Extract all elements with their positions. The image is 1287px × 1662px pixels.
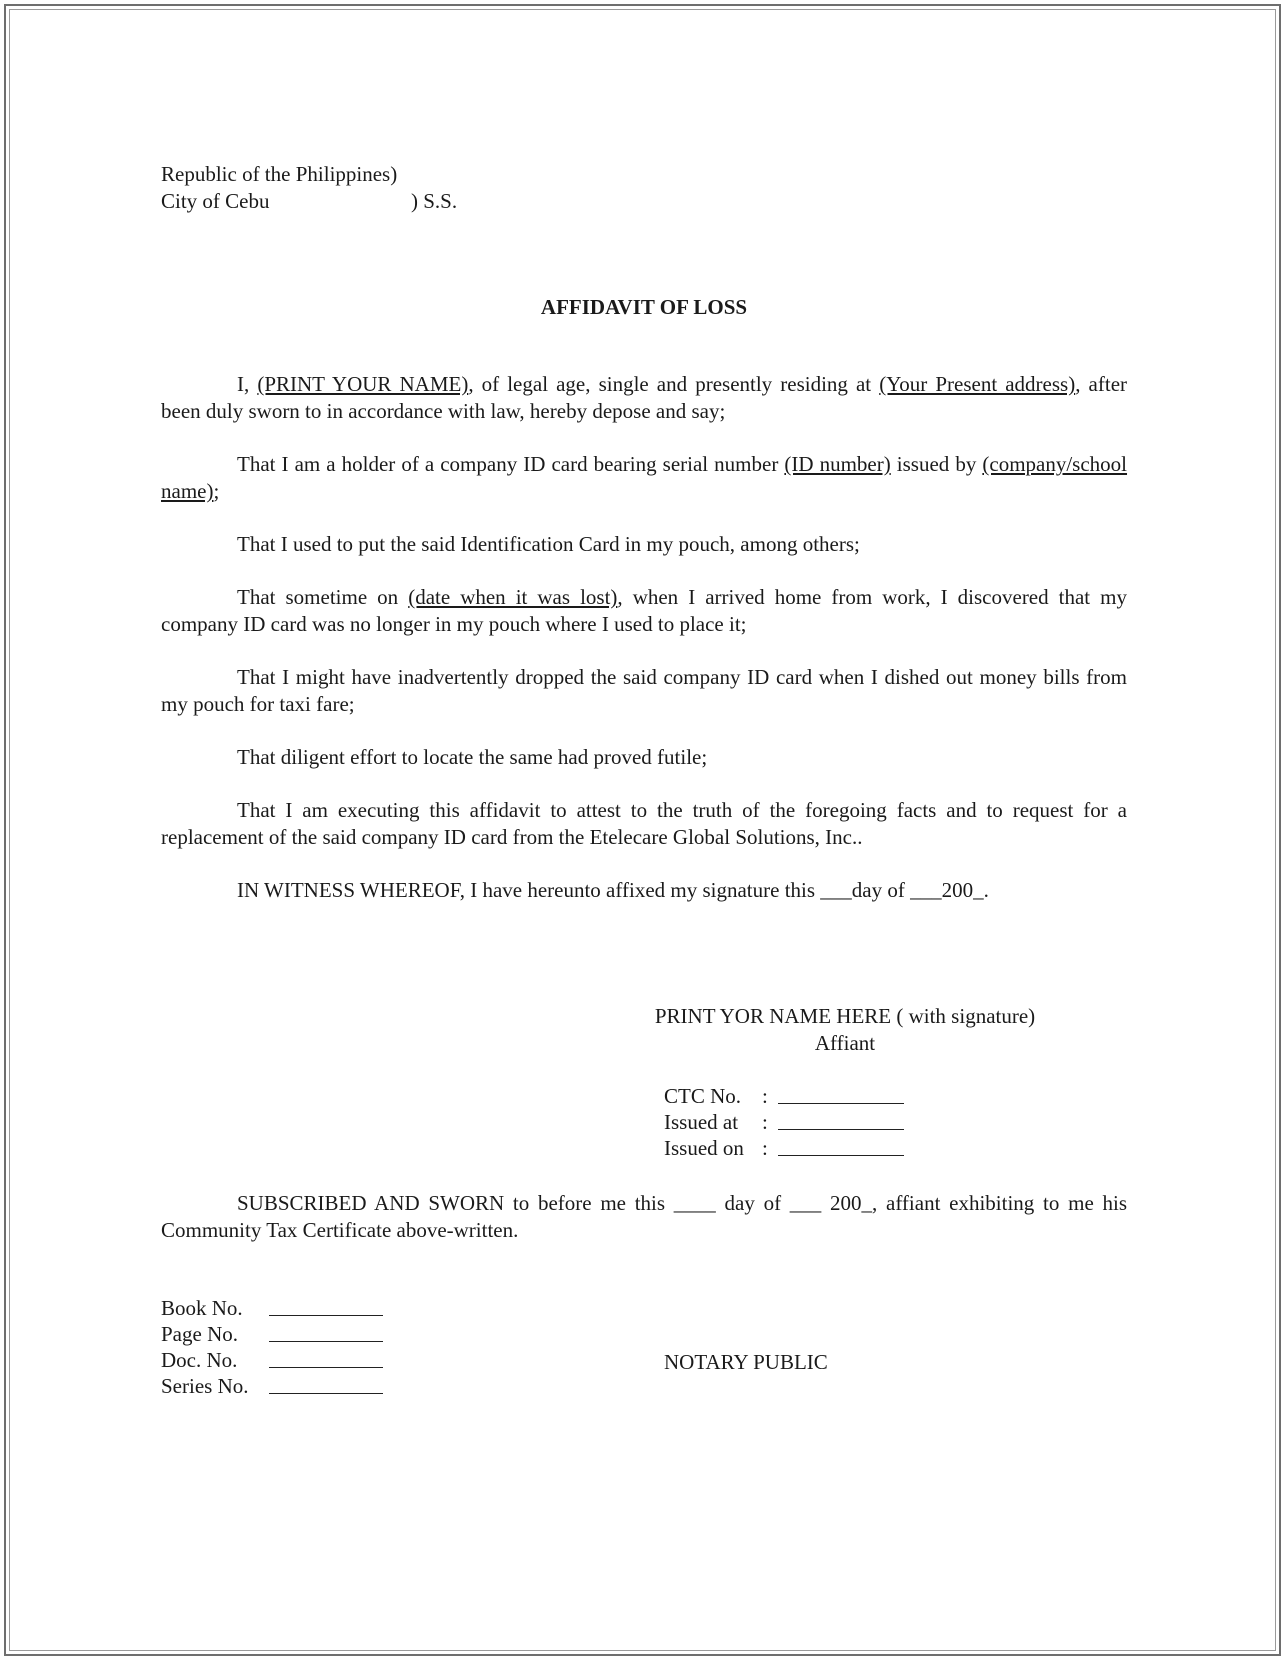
paragraph-id-holder <box>161 451 1127 505</box>
venue-republic: Republic of the Philippines) <box>161 162 398 186</box>
issued-at-label: Issued at <box>664 1110 739 1134</box>
record-row <box>161 1295 421 1321</box>
notarial-records <box>161 1295 421 1399</box>
paragraph-dropped: That I might have inadvertently dropped the said company ID card when I dished out money bills from my pouch for taxi fare; <box>161 665 1127 716</box>
p2-text-a: That I am a holder of a company ID card bearing serial number <box>237 452 785 476</box>
page-no-label: Page No. <box>161 1322 238 1346</box>
record-row <box>161 1347 421 1373</box>
ctc-no-blank[interactable] <box>778 1103 904 1104</box>
paragraph-purpose: That I am executing this affidavit to attest to the truth of the foregoing facts and to request for a replacement of the said company ID card from the Etelecare Global Solutions, Inc.. <box>161 798 1127 849</box>
page-no-blank[interactable] <box>269 1341 383 1342</box>
record-row <box>161 1321 421 1347</box>
paragraph-witness: IN WITNESS WHEREOF, I have hereunto affixed my signature this ___day of ___200_. <box>237 878 989 902</box>
venue-city: City of Cebu <box>161 189 270 213</box>
placeholder-company: (company/school name) <box>161 452 1128 503</box>
paragraph-effort: That diligent effort to locate the same had proved futile; <box>237 745 708 769</box>
ctc-colon: : <box>762 1084 768 1108</box>
venue-block <box>161 161 561 215</box>
ctc-row <box>664 1135 924 1161</box>
paragraph-declarant <box>161 371 1127 425</box>
affidavit-body <box>161 371 1127 930</box>
ctc-colon: : <box>762 1136 768 1160</box>
series-no-label: Series No. <box>161 1374 249 1398</box>
affiant-label: Affiant <box>814 1031 876 1055</box>
ctc-no-label: CTC No. <box>664 1084 742 1108</box>
document-title: AFFIDAVIT OF LOSS <box>540 295 748 319</box>
ctc-row <box>664 1109 924 1135</box>
paragraph-pouch: That I used to put the said Identification Card in my pouch, among others; <box>237 532 860 556</box>
p4-text-b: , when I arrived home from work, I discovered that my company ID card was no longer in my pouch where I used to place it; <box>161 585 1127 636</box>
book-no-label: Book No. <box>161 1296 243 1320</box>
ctc-colon: : <box>762 1110 768 1134</box>
placeholder-id-number: (ID number) <box>784 452 891 476</box>
notary-public-label: NOTARY PUBLIC <box>664 1350 828 1374</box>
venue-line-1 <box>161 161 561 188</box>
ctc-row <box>664 1083 924 1109</box>
venue-ss: ) S.S. <box>411 189 458 213</box>
doc-no-blank[interactable] <box>269 1367 383 1368</box>
paragraph-subscribed-sworn: SUBSCRIBED AND SWORN to before me this ____ day of ___ 200_, affiant exhibiting to me his Community Tax Certificate above-written. <box>161 1191 1127 1242</box>
p4-text-a: That sometime on <box>237 585 409 609</box>
record-row <box>161 1373 421 1399</box>
p1-text-c: , after been duly sworn to in accordance with law, hereby depose and say; <box>161 372 1128 423</box>
affiant-name-line: PRINT YOR NAME HERE ( with signature) <box>654 1004 1036 1028</box>
issued-at-blank[interactable] <box>778 1129 904 1130</box>
venue-line-2 <box>161 188 561 215</box>
book-no-blank[interactable] <box>269 1315 383 1316</box>
doc-no-label: Doc. No. <box>161 1348 238 1372</box>
p2-text-c: ; <box>213 479 220 503</box>
ctc-block <box>664 1083 924 1161</box>
issued-on-label: Issued on <box>664 1136 744 1160</box>
placeholder-name: (PRINT YOUR NAME) <box>257 372 469 396</box>
placeholder-date-lost: (date when it was lost) <box>408 585 618 609</box>
placeholder-address: (Your Present address) <box>879 372 1076 396</box>
paragraph-date-lost <box>161 584 1127 638</box>
p2-text-b: issued by <box>890 452 983 476</box>
p1-text-a: I, <box>237 372 258 396</box>
issued-on-blank[interactable] <box>778 1155 904 1156</box>
series-no-blank[interactable] <box>269 1393 383 1394</box>
affiant-block <box>635 1003 1055 1057</box>
p1-text-b: , of legal age, single and presently residing at <box>468 372 880 396</box>
